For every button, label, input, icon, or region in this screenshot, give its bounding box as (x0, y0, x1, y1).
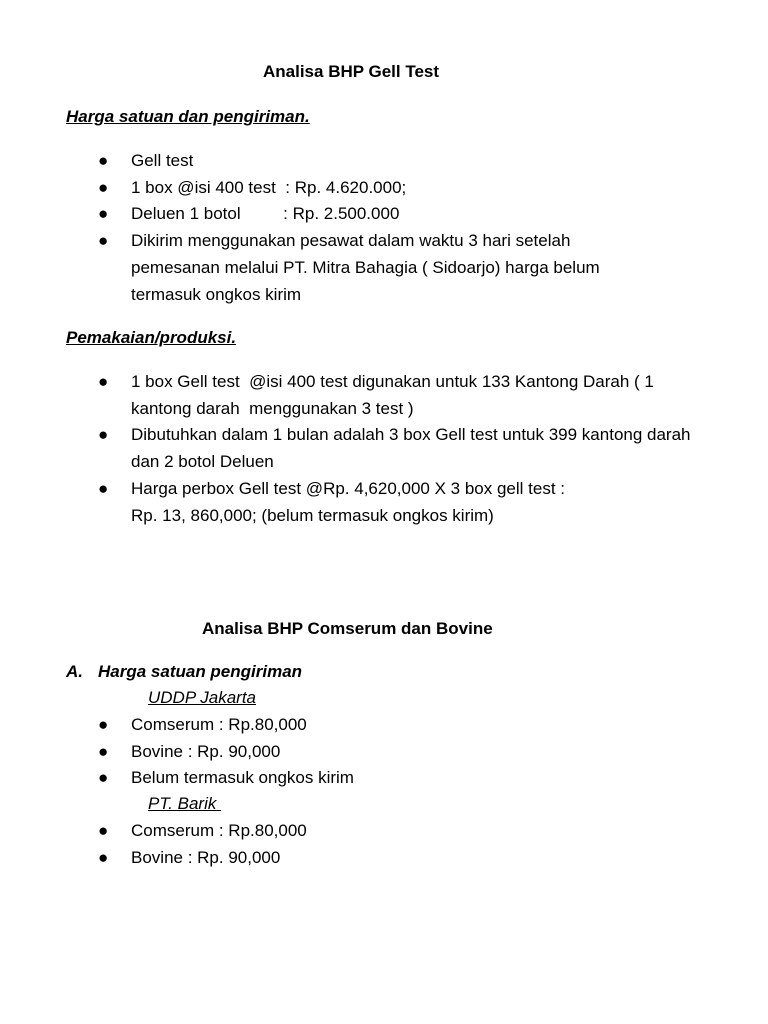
list-item (0, 476, 701, 529)
section2-list-pt-barik (0, 818, 701, 871)
list-item (0, 422, 701, 475)
bullet-icon: ● (98, 372, 109, 391)
list-item (0, 765, 701, 792)
list-item-text: Harga perbox Gell test @Rp. 4,620,000 X 3 box gell test : (131, 478, 565, 498)
bullet-icon: ● (98, 177, 109, 197)
bullet-icon: ● (98, 715, 109, 734)
bullet-icon: ● (98, 478, 109, 498)
list-item-text: Bovine : Rp. 90,000 (131, 741, 281, 761)
list-item (0, 201, 701, 228)
list-item-text: Dibutuhkan dalam 1 bulan adalah 3 box Gell test untuk 399 kantong darah dan 2 botol Deluen (131, 425, 691, 472)
list-letter: A. (66, 662, 83, 681)
list-item (0, 818, 701, 845)
section2-title: Analisa BHP Comserum dan Bovine (202, 619, 493, 638)
section1-heading-pemakaian: Pemakaian/produksi. (66, 328, 237, 347)
section1-list-pemakaian (0, 369, 701, 529)
list-item (0, 228, 701, 308)
bullet-icon: ● (98, 151, 109, 170)
subheading-uddp: UDDP Jakarta (148, 688, 257, 707)
list-item-text: 1 box @isi 400 test : Rp. 4.620.000; (131, 177, 407, 197)
list-item (0, 739, 701, 766)
section2-heading-text: Harga satuan pengiriman (98, 662, 303, 681)
list-item-text-continued: Rp. 13, 860,000; (belum termasuk ongkos kirim) (131, 505, 494, 525)
list-item-text: Belum termasuk ongkos kirim (131, 768, 354, 788)
section1-heading-harga: Harga satuan dan pengiriman. (66, 107, 310, 126)
list-item (0, 369, 701, 422)
list-item-text: Bovine : Rp. 90,000 (131, 847, 281, 867)
subheading-pt-barik: PT. Barik (148, 794, 222, 813)
section2-list-uddp (0, 712, 701, 792)
bullet-icon: ● (98, 425, 109, 445)
bullet-icon: ● (98, 741, 109, 761)
section1-list-harga (0, 148, 701, 308)
bullet-icon: ● (98, 204, 109, 224)
list-item-text: Comserum : Rp.80,000 (131, 715, 307, 734)
list-item-text: 1 box Gell test @isi 400 test digunakan untuk 133 Kantong Darah ( 1 kantong darah menggunakan 3 test ) (131, 372, 659, 418)
bullet-icon: ● (98, 768, 109, 788)
bullet-icon: ● (98, 231, 109, 251)
section2-heading-a (66, 662, 302, 682)
section1-title: Analisa BHP Gell Test (263, 62, 440, 81)
list-item-text: Comserum : Rp.80,000 (131, 821, 307, 840)
list-item-text: Dikirim menggunakan pesawat dalam waktu 3 hari setelah pemesanan melalui PT. Mitra Bahagia ( Sidoarjo) harga belum termasuk ongkos kirim (131, 231, 600, 304)
list-item (0, 148, 701, 175)
list-item-text: Deluen 1 botol : Rp. 2.500.000 (131, 204, 400, 224)
list-item (0, 845, 701, 872)
bullet-icon: ● (98, 847, 109, 867)
list-item-text: Gell test (131, 151, 194, 170)
bullet-icon: ● (98, 821, 109, 840)
list-item (0, 712, 701, 739)
list-item (0, 175, 701, 202)
